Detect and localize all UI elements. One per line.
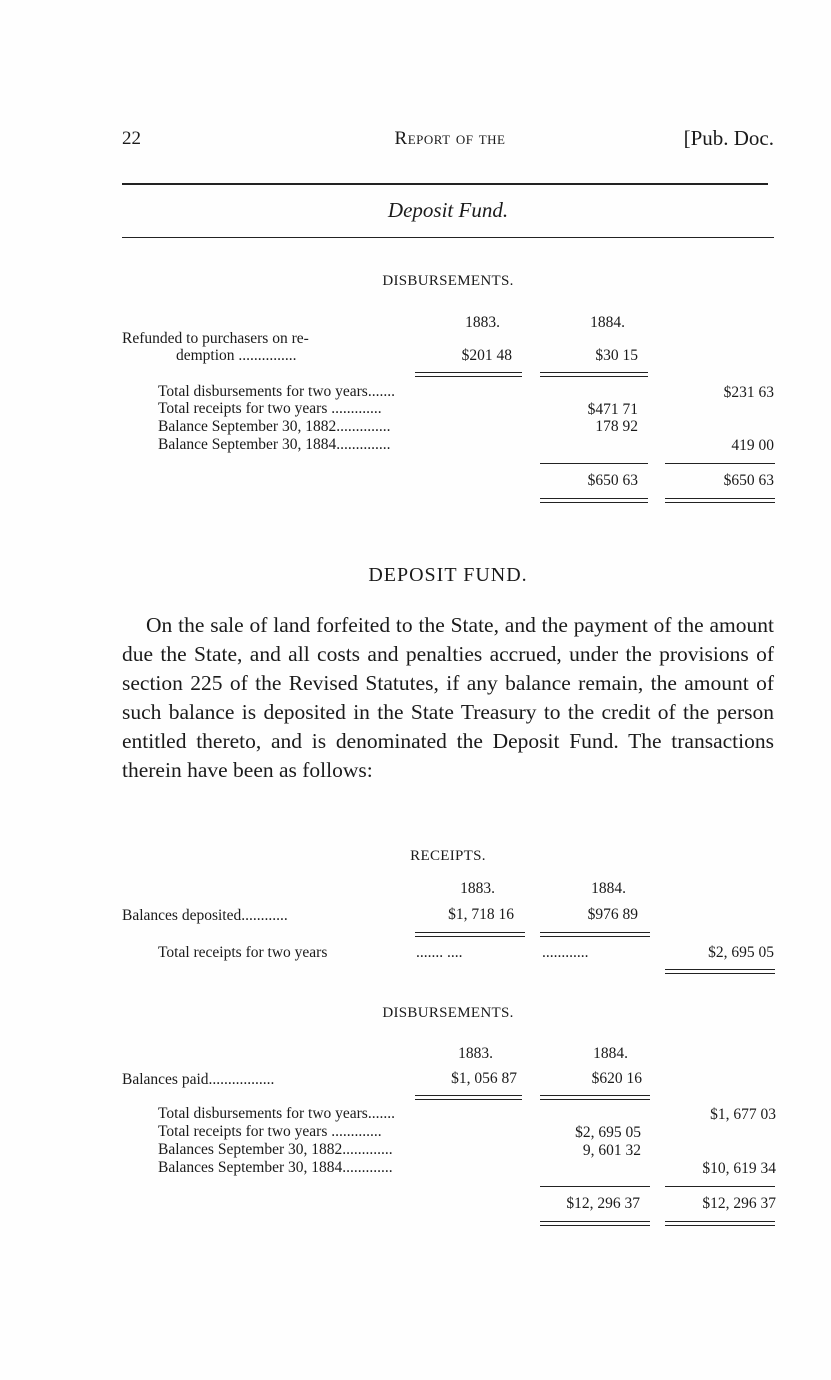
row-label-continued: demption ............... bbox=[176, 347, 297, 364]
value-1883: $1, 718 16 bbox=[448, 906, 514, 923]
double-rule bbox=[415, 1095, 522, 1100]
total-disbursements-label: Total disbursements for two years....... bbox=[158, 383, 395, 400]
sum-value-mid: $650 63 bbox=[587, 472, 638, 489]
double-rule bbox=[540, 932, 650, 937]
balance-1882-value: 9, 601 32 bbox=[582, 1142, 641, 1159]
page-number: 22 bbox=[122, 128, 141, 149]
total-receipts-label: Total receipts for two years ............. bbox=[158, 400, 382, 417]
column-header-1884: 1884. bbox=[590, 314, 625, 331]
balance-1884-label: Balances September 30, 1884............. bbox=[158, 1159, 393, 1176]
paragraph-text: On the sale of land forfeited to the State, and the payment of the amount due the State, and all costs and penalties accrued, under the provisions of section 225 of the Revised Statutes, if any balance remain, the amount of such balance is deposited in the State Treasury to the credit of the person entitled thereto, and is denominated the Deposit Fund. The transactions therein have been as follows: bbox=[122, 613, 774, 782]
sum-rule bbox=[540, 463, 648, 464]
sum-rule bbox=[540, 1186, 650, 1187]
total-receipts-label: Total receipts for two years bbox=[158, 944, 328, 961]
row-label: Balances deposited............ bbox=[122, 907, 288, 924]
column-header-1883: 1883. bbox=[465, 314, 500, 331]
sum-rule bbox=[665, 1186, 775, 1187]
total-receipts-label: Total receipts for two years ............. bbox=[158, 1123, 382, 1140]
double-rule bbox=[540, 498, 648, 503]
value-1883: $1, 056 87 bbox=[451, 1070, 517, 1087]
section-heading: DEPOSIT FUND. bbox=[368, 564, 528, 586]
total-disbursements-value: $231 63 bbox=[723, 384, 774, 401]
header-rule-top bbox=[122, 183, 768, 185]
leader-dots: ....... .... bbox=[416, 944, 463, 961]
total-receipts-value: $2, 695 05 bbox=[708, 944, 774, 961]
balance-1882-label: Balance September 30, 1882.............. bbox=[158, 418, 391, 435]
running-title: Report of the bbox=[394, 128, 506, 149]
body-paragraph bbox=[122, 611, 774, 785]
double-rule bbox=[415, 372, 522, 377]
column-header-1884: 1884. bbox=[591, 880, 626, 897]
sum-rule bbox=[665, 463, 775, 464]
row-label: Balances paid................. bbox=[122, 1071, 275, 1088]
double-rule bbox=[665, 498, 775, 503]
balance-1884-value: $10, 619 34 bbox=[702, 1160, 776, 1177]
value-1884: $620 16 bbox=[591, 1070, 642, 1087]
document-reference: [Pub. Doc. bbox=[683, 126, 774, 150]
balance-1884-label: Balance September 30, 1884.............. bbox=[158, 436, 391, 453]
column-header-1883: 1883. bbox=[458, 1045, 493, 1062]
double-rule bbox=[415, 932, 525, 937]
row-label: Refunded to purchasers on re- bbox=[122, 330, 309, 347]
balance-1882-value: 178 92 bbox=[595, 418, 638, 435]
value-1884: $30 15 bbox=[595, 347, 638, 364]
header-rule-bottom bbox=[122, 237, 774, 238]
total-disbursements-label: Total disbursements for two years....... bbox=[158, 1105, 395, 1122]
value-1883: $201 48 bbox=[461, 347, 512, 364]
leader-dots: ............ bbox=[542, 944, 589, 961]
total-receipts-value: $471 71 bbox=[587, 401, 638, 418]
balance-1882-label: Balances September 30, 1882............. bbox=[158, 1141, 393, 1158]
total-disbursements-value: $1, 677 03 bbox=[710, 1106, 776, 1123]
section-title: Deposit Fund. bbox=[387, 198, 509, 222]
total-receipts-value: $2, 695 05 bbox=[575, 1124, 641, 1141]
column-header-1884: 1884. bbox=[593, 1045, 628, 1062]
table-caption: DISBURSEMENTS. bbox=[382, 273, 514, 289]
table-caption: DISBURSEMENTS. bbox=[382, 1005, 514, 1021]
double-rule bbox=[665, 969, 775, 974]
double-rule bbox=[540, 1221, 650, 1226]
balance-1884-value: 419 00 bbox=[731, 437, 774, 454]
value-1884: $976 89 bbox=[587, 906, 638, 923]
table-caption: RECEIPTS. bbox=[410, 848, 486, 864]
sum-value-mid: $12, 296 37 bbox=[566, 1195, 640, 1212]
double-rule bbox=[665, 1221, 775, 1226]
double-rule bbox=[540, 1095, 650, 1100]
column-header-1883: 1883. bbox=[460, 880, 495, 897]
sum-value-right: $12, 296 37 bbox=[702, 1195, 776, 1212]
double-rule bbox=[540, 372, 648, 377]
sum-value-right: $650 63 bbox=[723, 472, 774, 489]
